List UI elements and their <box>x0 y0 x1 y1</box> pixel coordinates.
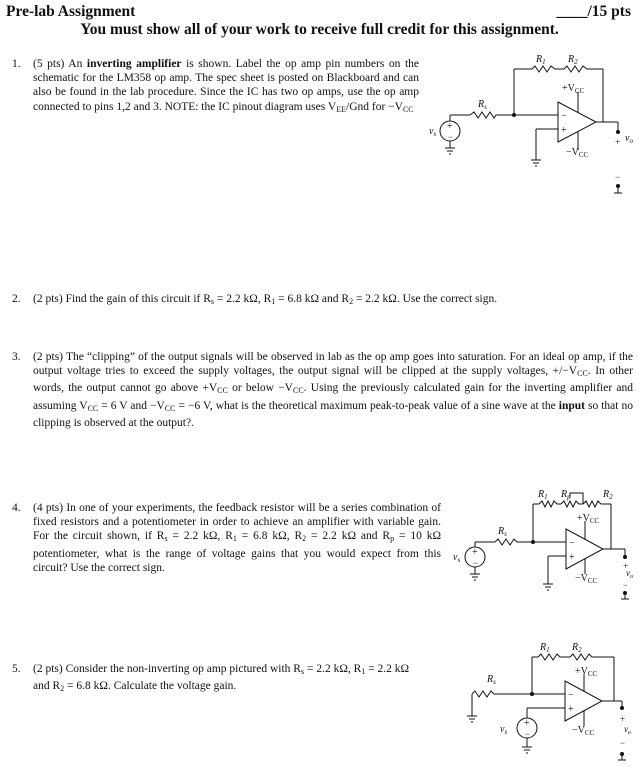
page-title: Pre-lab Assignment <box>6 3 136 20</box>
label-vs-1: $v_s$ <box>429 126 437 138</box>
label-vo-2: $v_o$ <box>626 568 633 580</box>
question-3-number: 3. <box>12 351 21 363</box>
question-2-text: (2 pts) Find the gain of this circuit if $R_s = 2.2$ kΩ, $R_1 = 6.8$ kΩ and $R_2 = 2.2$ kΩ. Use the correct sign. <box>33 293 498 306</box>
label-rs-2: $R_s$ <box>498 526 507 538</box>
label-r2-3: $R_2$ <box>572 642 582 654</box>
label-r1-2: $R_1$ <box>538 489 548 501</box>
label-vo-3: $v_o$ <box>624 724 631 736</box>
label-neg-supply-2: $-V_{CC}$ <box>575 573 598 585</box>
opamp-minus-2: − <box>569 538 575 549</box>
label-pos-supply-2: $+V_{CC}$ <box>577 513 600 525</box>
non-inverting-amplifier-schematic <box>462 636 639 768</box>
label-vs-3: $v_s$ <box>500 724 508 736</box>
label-rs-1: $R_s$ <box>478 99 487 111</box>
question-4-text: (4 pts) In one of your experiments, the feedback resistor will be a series combination of fixed resistors and a potentiometer in order to achieve an amplifier with variable gain. For the circuit shown, if $R_s = 2.2$ kΩ, $R_1 = 6.8$ kΩ, $R_2 = 2.2$ kΩ and $R_p = 10$ kΩ potentiometer, what is the range of voltage gains that you would expect from this circuit? Use the correct sign. <box>33 502 442 574</box>
opamp-plus-2: + <box>569 552 575 563</box>
label-neg-supply-3: $-V_{CC}$ <box>572 725 595 737</box>
instructions-subtitle: You must show all of your work to receive full credit for this assignment. <box>80 21 559 38</box>
label-neg-supply-1: $-V_{CC}$ <box>566 147 589 159</box>
source-plus-1: + <box>447 121 453 132</box>
question-5-text: (2 pts) Consider the non-inverting op amp pictured with $R_s = 2.2$ kΩ, $R_1 = 2.2$ kΩ and $R_2 = 6.8$ kΩ. Calculate the voltage gain. <box>33 663 410 694</box>
source-plus-3: + <box>524 718 530 729</box>
question-5-number: 5. <box>12 663 21 675</box>
source-minus-1: − <box>448 132 454 142</box>
output-plus-2: + <box>623 561 629 571</box>
label-pos-supply-3: $+V_{CC}$ <box>575 666 598 678</box>
inverting-amplifier-schematic <box>418 52 639 197</box>
label-r1-1: $R_1$ <box>536 54 546 66</box>
source-plus-2: + <box>472 547 478 558</box>
label-vs-2: $v_s$ <box>453 552 461 564</box>
label-vo-1: $v_o$ <box>625 133 633 145</box>
question-4-number: 4. <box>12 502 21 514</box>
opamp-plus-3: + <box>568 704 574 715</box>
source-minus-3: − <box>525 729 531 739</box>
label-r2-2: $R_2$ <box>603 489 613 501</box>
question-2-number: 2. <box>12 293 21 305</box>
points-total: ____/15 pts <box>556 3 631 20</box>
label-rs-3: $R_s$ <box>487 674 496 686</box>
label-rp-2: $R_p$ <box>561 489 571 501</box>
output-minus-2: − <box>623 580 629 590</box>
question-1-text: (5 pts) An inverting amplifier is shown. Label the op amp pin numbers on the schematic for the LM358 op amp. The spec sheet is posted on Blackboard and can also be found in the lab procedure. Since the IC has two op amps, use the op amp connected to pins 1,2 and 3. NOTE: the IC pinout diagram uses $V_{EE}$/Gnd for $-V_{CC}$ <box>33 58 419 114</box>
output-minus-3: − <box>620 738 626 748</box>
question-3-text: (2 pts) The “clipping” of the output signals will be observed in lab as the op amp goes into saturation. For an ideal op amp, if the output voltage tries to exceed the supply voltages, the output signal will be clipped at the supply voltages, $+/-V_{CC}$. In other words, the output cannot go above $+V_{CC}$ or below $-V_{CC}$. Using the previously calculated gain for the inverting amplifier and assuming $V_{CC} = 6$ V and $-V_{CC} = -6$ V, what is the theoretical maximum peak-to-peak value of a sine wave at the input so that no clipping is observed at the output?. <box>33 351 633 429</box>
opamp-minus-1: − <box>561 111 567 122</box>
output-plus-3: + <box>620 714 626 724</box>
output-plus-1: + <box>615 137 621 147</box>
question-1-number: 1. <box>12 58 21 70</box>
label-r2-1: $R_2$ <box>568 54 578 66</box>
label-pos-supply-1: $+V_{CC}$ <box>562 83 585 95</box>
output-minus-1: − <box>615 172 621 182</box>
opamp-minus-3: − <box>568 690 574 701</box>
opamp-plus-1: + <box>561 125 567 136</box>
source-minus-2: − <box>473 558 479 568</box>
variable-gain-amplifier-schematic <box>443 484 639 604</box>
label-r1-3: $R_1$ <box>540 642 550 654</box>
